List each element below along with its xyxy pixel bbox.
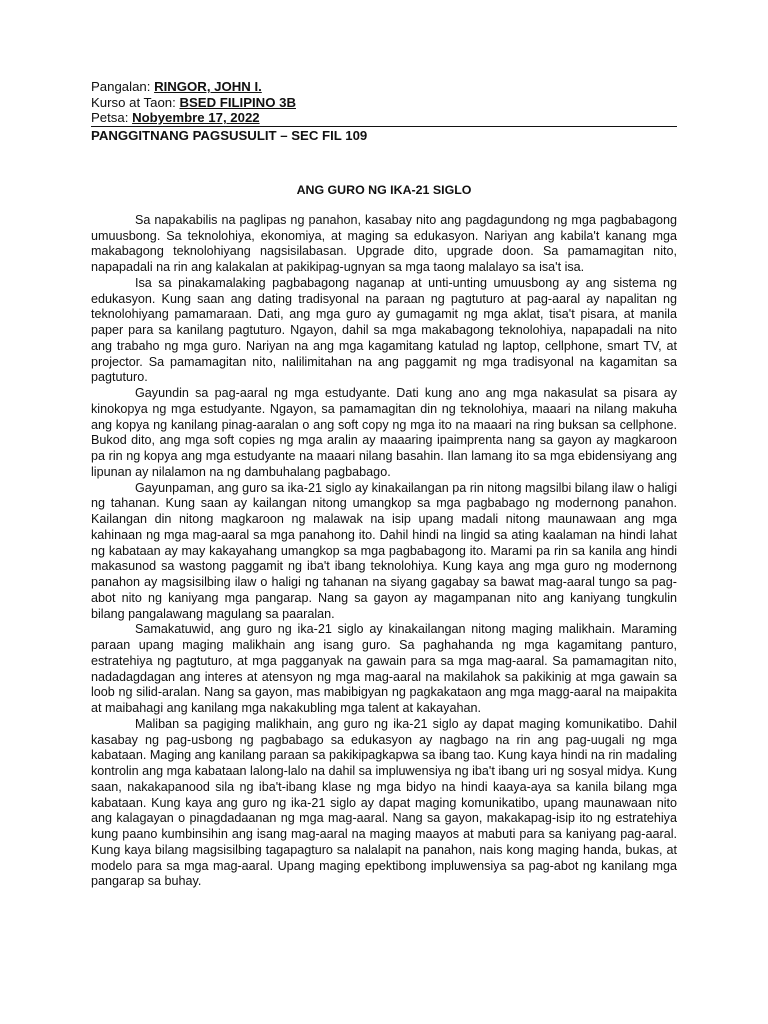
course-line [91,95,677,111]
essay-paragraph-5: Samakatuwid, ang guro ng ika-21 siglo ay kinakailangan nitong maging malikhain. Maraming paraan upang maging malikhain ang isang guro. Sa paghahanda ng mga kagamitang panturo, estratehiya ng pagtuturo, at mga pagganyak na gawain para sa mga mag-aaral. Sa pamamagitan nito, nadadagdagan ang interes at atensyon ng mga mag-aaral na makilahok sa pakikinig at mga gawain sa loob ng silid-aralan. Nang sa gayon, mas mabibigyan ng pagkakataon ang mga magg-aaral na maipakita at maibahagi ang kanilang mga nakakubling mga talent at kakayahan. [91,622,677,716]
date-label: Petsa: [91,110,133,126]
document-page [91,79,677,890]
essay-paragraph-2: Isa sa pinakamalaking pagbabagong naganap at unti-unting umuusbong ay ang sistema ng edukasyon. Kung saan ang dating tradisyonal na paraan ng pagtuturo at pag-aaral ay napalitan ng teknolohiyang pamamaraan. Dati, ang mga guro ay gumagamit ng mga aklat, tisa't pisara, at manila paper para sa kanilang pagtuturo. Ngayon, dahil sa mga makabagong teknolohiya, napapadali na nito ang trabaho ng mga guro. Nariyan na ang mga kagamitang katulad ng laptop, cellphone, smart TV, at projector. Sa pamamagitan nito, nalilimitahan na ang paggamit ng mga tradisyonal na kagamitan sa pagtuturo. [91,275,677,385]
date-value: Nobyembre 17, 2022 [132,110,260,126]
course-value: BSED FILIPINO 3B [179,94,296,110]
essay-paragraph-1: Sa napakabilis na paglipas ng panahon, kasabay nito ang pagdagundong ng mga pagbabagong umuusbong. Sa teknolohiya, ekonomiya, at maging sa edukasyon. Nariyan ang kabila't kanang mga makabagong teknolohiyang nagsisilabasan. Upgrade dito, upgrade doon. Sa pamamagitan nito, napapadali na rin ang kalakalan at pakikipag-ugnyan sa mga taong malalayo sa isa't isa. [91,212,677,275]
essay-body [91,213,677,890]
essay-title: ANG GURO NG IKA-21 SIGLO [296,182,472,197]
course-label: Kurso at Taon: [91,94,180,110]
name-value: RINGOR, JOHN I. [154,79,262,94]
essay-paragraph-6: Maliban sa pagiging malikhain, ang guro ng ika-21 siglo ay dapat maging komunikatibo. Dahil kasabay ng pag-usbong ng pagbabago sa edukasyon ay nagbago na rin ang pag-uugali ng mga kabataan. Maging ang kanilang paraan sa pakikipagkapwa sa ibang tao. Kung kaya hindi na rin madaling kontrolin ang mga kabataan lalong-lalo na dahil sa impluwensiya ng iba't ibang uri ng sosyal midya. Kung saan, nakakapanood sila ng iba't-ibang klase ng mga bidyo na hindi kaaya-aya sa kanila bilang mga kabataan. Kung kaya ang guro ng ika-21 siglo ay dapat maging komunikatibo, upang maunawaan nito ang kalagayan o pinagdadaanan ng mga mag-aaral. Nang sa gayon, makakapag-isip ito ng estratehiya kung paano kumbinsihin ang isang mag-aaral na maging maayos at mabuti para sa kaniyang pag-aaral. Kung kaya bilang magsisilbing tagapagturo sa nalalapit na panahon, nais kong maging handa, bukas, at modelo para sa mga mag-aaral. Upang maging epektibong impluwensiya sa pag-abot ng kanilang mga pangarap sa buhay. [91,716,678,889]
essay-paragraph-3: Gayundin sa pag-aaral ng mga estudyante. Dati kung ano ang mga nakasulat sa pisara ay kinokopya ng mga estudyante. Ngayon, sa pamamagitan din ng teknolohiya, maaari na nilang makuha ang kopya ng kanilang pinag-aaralan o ang soft copy ng mga ito na maaari na ring buksan sa cellphone. Bukod dito, ang mga soft copies ng mga aralin ay maaaring ipaimprenta nang sa gayon ay magkaroon pa rin ng kopya ang mga estudyante na maaari nilang basahin. Ilan lamang ito sa mga ebidensiyang ang lipunan ay nilalamon na ng dambuhalang pagbabago. [91,386,677,479]
name-line [91,79,677,95]
name-label: Pangalan: [91,79,155,94]
exam-title: PANGGITNANG PAGSUSULIT – SEC FIL 109 [91,126,677,144]
date-line [91,110,677,126]
essay-paragraph-4: Gayunpaman, ang guro sa ika-21 siglo ay kinakailangan pa rin nitong magsilbi bilang ilaw o haligi ng tahanan. Kung saan ay kailangan nitong umangkop sa mga pagbabago ng modernong panahon. Kailangan din nitong magkaroon ng malawak na isip upang madali nitong maunawaan ang mga kahinaan ng mga mag-aaral sa mga panahong ito. Dahil hindi na lingid sa ating kaalaman na hindi lahat ng kabataan ay may kakayahang umangkop sa mga pagbabagong ito. Marami pa rin sa kanila ang hindi makasunod sa wastong paggamit ng iba't ibang teknolohiya. Kung kaya ang mga guro ng modernong panahon ay magsisilbing ilaw o haligi ng tahanan na siyang gagabay sa bawat mag-aaral tungo sa pag-abot nito ng kaniyang mga pangarap. Nang sa gayon ay magampanan nito ang kaniyang tungkulin bilang pangalawang magulang sa paaralan. [91,480,677,621]
